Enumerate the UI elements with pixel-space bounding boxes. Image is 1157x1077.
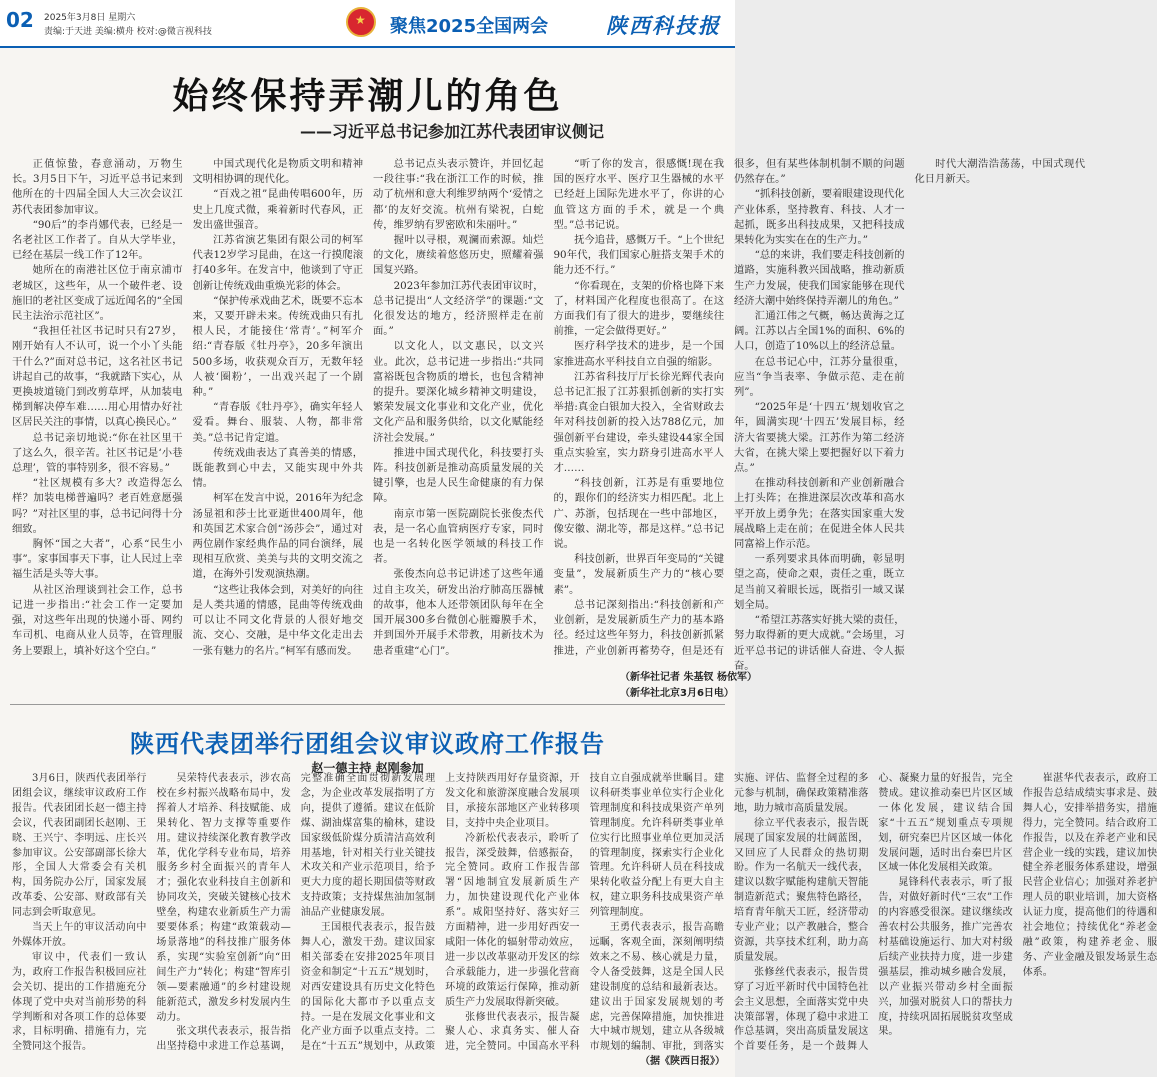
paragraph: “总的来讲，我们要走科技创新的道路，实施科教兴国战略，推动新质生产力发展，使我们国家能够在现代经济大潮中始终保持弄潮儿的角色。” <box>734 249 905 307</box>
paragraph: 审议中，代表们一致认为，政府工作报告积极回应社会关切、提出的工作措施充分体现了党中央对当前形势的科学判断和对各项工作的总体要求，目标明确、措施有力，完全赞同这个报告。 <box>12 951 147 1053</box>
paragraph: 江苏省科技厅厅长徐光辉代表向总书记汇报了江苏狠抓创新的实打实举措:真金白银加大投入，全省财政去年对科技创新的投入达788亿元，加强创新平台建设，牵头建设44家全国重点实验室，实力跻身引进高水平人才…… <box>553 370 724 475</box>
paragraph: 当天上午的审议活动向中外媒体开放。 <box>12 922 147 948</box>
paragraph: 3月6日，陕西代表团举行团组会议，继续审议政府工作报告。代表团团长赵一德主持会议，代表团副团长赵刚、王晓、王兴宁、李明远、庄长兴参加审议。公安部副部长徐大彤，全国人大常委会有关机构，国务院办公厅，国家发展改革委、公安部、财政部有关同志到会听取意见。 <box>12 773 147 919</box>
paragraph: “保护传承戏曲艺术，既要不忘本来，又要开辟未来。传统戏曲只有扎根人民，才能接住‘常青’。”柯军介绍:“青春版《牡丹亭》，20多年演出500多场，收获观众百万，无数年轻人被‘圈粉’，一出戏兴起了一个剧种。” <box>192 294 363 399</box>
page-header <box>0 0 735 48</box>
newspaper-masthead: 陕西科技报 <box>606 13 721 38</box>
paragraph: 柯军在发言中说，2016年为纪念汤显祖和莎士比亚逝世400周年，他和英国艺术家合创“汤莎会”，通过对两位剧作家经典作品的同台演绎，展现相互欣赏、美美与共的文明交流之道，在海外引发观演热潮。 <box>192 492 363 581</box>
paragraph: “听了你的发言，很感慨!现在我国的医疗水平、医疗卫生器械的水平已经赶上国际先进水平了，你讲的心血管这方面的手术，就是一个典型。”总书记说。 <box>553 158 724 231</box>
paragraph: 中国式现代化是物质文明和精神文明相协调的现代化。 <box>192 158 363 186</box>
paragraph: “90后”的李肖娜代表，已经是一名老社区工作者了。自从大学毕业，已经在基层一线工作了12年。 <box>12 218 183 262</box>
paragraph: 张俊杰向总书记讲述了这些年通过自主攻关，研发出治疗肺高压器械的故事，他本人还带领团队每年在全国开展300多台微创心脏瓣膜手术，并到国外开展手术带教，用新技术为患者重建“心门”。 <box>373 568 544 657</box>
paragraph: 江苏省演艺集团有限公司的柯军代表12岁学习昆曲，在这一行摸爬滚打40多年。在发言中，他谈到了守正创新让传统戏曲重焕光彩的体会。 <box>192 234 363 292</box>
paragraph: 在总书记心中，江苏分量很重，应当“争当表率、争做示范、走在前列”。 <box>734 355 905 399</box>
paragraph: “抓科技创新，要着眼建设现代化产业体系，坚持教育、科技、人才一起抓，既多出科技成果，又把科技成果转化为实实在在的生产力。” <box>734 188 905 247</box>
paragraph: 吴荣特代表表示，涉农高校在乡村振兴战略布局中，发挥着人才培养、科技赋能、成果转化、智力支撑等重要作用。建议持续深化教育教学改革，优化学科专业布局，培养服务乡村全面振兴的青年人才；强化农业科技自主创新和协同攻关，突破关键核心技术壁垒，构建农业新质生产力需要要体系；构建“政策载动—场景落地”的科技推广服务体系，实现“实验室创新”向“田间生产力”转化；构建“智库引领—要素融通”的乡村建设规能新范式，激发乡村发展内生动力。 <box>156 773 291 1023</box>
paragraph: 在推动科技创新和产业创新融合上打头阵；在推进深层次改革和高水平开放上勇争先；在落实国家重大发展战略上走在前；在促进全体人民共同富裕上作示范。 <box>734 477 905 551</box>
paragraph: 以文化人，以文惠民，以文兴业。此次，总书记进一步指出:“共同富裕既包含物质的增长，也包含精神的提升。要深化城乡精神文明建设，繁荣发展文化事业和文化产业，优化文化产品和服务供给，以文化赋能经济社会发展。” <box>373 340 544 444</box>
article1-subheadline: ——习近平总书记参加江苏代表团审议侧记 <box>300 122 605 141</box>
national-emblem-icon <box>346 7 376 37</box>
paragraph: 王国根代表表示，报告鼓舞人心，激发干劲。建议国家相关部委在安排2025年项目资金和制定“十五五”规划时，对西安建设具有历史文化特色的国际化大都市予以重点支持。一是在发展文化事业和文化产业方面予以重点支持。二是在“十五五”规划中，从政策上支持陕西用好存量资源，开发文化和旅游深度融合发展项目，承接东部地区产业转移项目，支持中央企业项目。 <box>300 773 580 1053</box>
paragraph: 一系列要求具体而明确，彰显明望之高，使命之艰，责任之重，既立足当前又着眼长远，既指引一域又谋划全局。 <box>734 553 905 611</box>
header-rule <box>0 46 735 48</box>
paragraph: 抚今追昔，感慨万千。“上个世纪90年代，我们国家心脏搭支架手术的能力还不行。” <box>553 234 724 277</box>
paragraph: 2023年参加江苏代表团审议时，总书记提出“人文经济学”的课题:“文化很发达的地方，经济照样走在前面。” <box>373 279 544 338</box>
paragraph: 传统戏曲表达了真善美的情感，既能教到心中去，又能实现中外共情。 <box>192 446 363 490</box>
article2-source: （据《陕西日报》） <box>640 1056 725 1067</box>
paragraph: 握叶以寻根，观澜而索源。灿烂的文化，赓续着悠悠历史，照耀着强国复兴路。 <box>373 234 544 277</box>
paragraph: “社区规模有多大？改造得怎么样？加装电梯普遍吗？老百姓意愿强吗？”对社区里的事，总书记问得十分细致。 <box>12 477 183 535</box>
paragraph: 从社区治理谈到社会工作，总书记进一步指出:“社会工作一定要加强，对这些年出现的快递小哥、网约车司机、电商从业人员等，在管理服务上要跟上，填补好这个空白。” <box>12 583 183 657</box>
paragraph: 晁锋科代表表示，听了报告，对做好新时代“三农”工作的内容感受很深。建议继续改善农村公共服务，推广完善农村基础设施运行、加大对村级后续产业扶持力度，进一步建强基层，推动城乡融合发展，以产业振兴带动乡村全面振兴，加强对脱贫人口的帮扶力度，持续巩固拓展脱贫攻坚成果。 <box>878 877 1013 1038</box>
paragraph: 南京市第一医院副院长张俊杰代表，是一名心血管病医疗专家，同时也是一名转化医学领域的科技工作者。 <box>373 507 544 566</box>
paragraph: 冷新松代表表示，聆听了报告，深受鼓舞，倍感振奋，完全赞同。政府工作报告部署“因地制宜发展新质生产力，加快建设现代化产业体系”。咸阳坚持好、落实好三方面精神，进一步用好西安一咸阳一体化的辐射带动效应，进一步以改革驱动开发区的综合承载能力，进一步强化营商环境的政策运行保障，推动新质生产力发展取得新突破。 <box>445 832 580 1008</box>
article2-body <box>12 772 1157 1070</box>
paragraph: 徐立平代表表示，报告既展现了国家发展的壮阔蓝图，又回应了人民群众的热切期盼。作为一名航天一线代表，建议以数字赋能构建航天智能制造新范式；聚焦特色路径，培育青年航天工匠，经济带动专业产业；以产教融合，整合资源，共享技术红利，助力高质量发展。 <box>733 817 869 963</box>
paragraph: “科技创新，江苏是有重要地位的，跟你们的经济实力相匹配。北上广、苏浙，包括现在一些中部地区，像安徽、湖北等，都是这样。”总书记说。 <box>553 477 724 551</box>
column-title: 聚焦2025全国两会 <box>390 16 549 37</box>
paragraph: 正值惊蛰，春意涌动，万物生长。3月5日下午，习近平总书记来到他所在的十四届全国人大三次会议江苏代表团参加审议。 <box>12 158 183 216</box>
paragraph: 张文琪代表表示，报告指出坚持稳中求进工作总基调，完整准确全面贯彻新发展理念，为企业改革发展指明了方向，提供了遵循。建议在低阶煤、湖油煤富集的榆林，建设国家级低阶煤分质清洁高效利用基地，针对相关行业关键技术攻关和产业示范项目，给予更大力度的超长期国债等财政支持政策；支持煤焦油加氢制油品产业健康发展。 <box>156 773 436 1053</box>
paragraph: 推进中国式现代化，科技要打头阵。科技创新是推动高质量发展的关键引擎，也是人民生命健康的有力保障。 <box>373 446 544 505</box>
paragraph: “希望江苏落实好挑大梁的责任，努力取得新的更大成就。”会场里，习近平总书记的讲话催人奋进、令人振奋。 <box>734 614 905 672</box>
article1-source: （新华社北京3月6日电） <box>620 688 734 699</box>
paragraph: 她所在的南港社区位于南京浦市老城区，这些年，从一个破件老、设施旧的老社区变成了远近闻名的“全国民主法治示范社区”。 <box>12 264 183 323</box>
paragraph: 总书记亲切地说:“你在社区里干了这么久，很辛苦。社区书记是‘小巷总理’，管的事特别多，很不容易。” <box>12 431 183 475</box>
paragraph: 时代大潮浩浩荡荡，中国式现代化日月新天。 <box>914 158 1085 186</box>
paragraph: “这些让我体会到，对美好的向往是人类共通的情感，昆曲等传统戏曲可以让不同文化背景的人很好地交流、交心、交融，是中华文化走出去一张有魅力的名片。”柯军有感而发。 <box>192 583 363 657</box>
paragraph: “你看现在，支架的价格也降下来了，材料国产化程度也很高了。在这方面我们有了很大的进步，要继续往前推，一定会做得更好。” <box>553 279 724 338</box>
paragraph: “2025年是‘十四五’规划收官之年，圆满实现‘十四五’发展目标，经济大省要挑大梁。江苏作为第二经济大省，在挑大梁上要把握好以下着力点。” <box>734 401 905 475</box>
paragraph: 总书记点头表示赞许，并回忆起一段往事:“我在浙江工作的时候，推动了杭州和意大利维罗纳两个‘爱情之都’的友好交流。杭州有梁祝，白蛇传，维罗纳有罗密欧和朱丽叶。” <box>373 158 544 231</box>
paragraph: “我担任社区书记时只有27岁，刚开始有人不认可，说一个小丫头能干什么?”面对总书记，这名社区书记讲起自己的故事，“我就踏下实心，从更换坡道镜门到改剪草坪，从加装电梯到解决停车难……用心用情办好社区居民关注的事情，以真心换民心。” <box>12 325 183 429</box>
paragraph: 崔湛华代表表示，政府工作报告总结成绩实事求是、鼓舞人心，安排举措务实，措施得力，完全赞同。结合政府工作报告，以及在养老产业和民营企业一线的实践，建议加快健全养老服务体系建设，增强民营企业信心；加强对养老护理人员的职业培训，加大资格认证力度，提高他们的待遇和社会地位；持续优化“养老金融”政策，构建养老金、服务、产业金融及银发场景生态体系。 <box>1022 773 1157 978</box>
paragraph: “百戏之祖”昆曲传唱600年，历史上几度式微，乘着新时代春风，正发出盛世强音。 <box>192 188 363 231</box>
paragraph: 张修世代表表示，报告凝聚人心、求真务实、催人奋进，完全赞同。中国高水平科技自立自强成就举世瞩目。建议科研类事业单位实行企业化管理制度和科技成果资产单列管理制度。允许科研类事业单位实行比照事业单位更加灵活的管理制度，探索实行企业化管理。允许科研人员在科技成果转化收益分配上有更大自主权，建立职务科技成果资产单列管理制度。 <box>445 773 724 1053</box>
paragraph: “青春版《牡丹亭》，确实年轻人爱看。舞台、服装、人物，都非常美。”总书记肯定道。 <box>192 401 363 444</box>
paragraph: 王勇代表表示，报告高瞻远瞩，客观全面，深刻阐明绩效来之不易、核心就是力量，令人备受鼓舞，这是全国人民建设制度的总结和最新表达。建议出于国家发展规划的考虑，完善保障措施，加快推进大中城市规划，建立从各级城市规划的编制、审批，到落实实施、评估、监督全过程的多元参与机制，确保政策精准落地，助力城市高质量发展。 <box>589 773 869 1053</box>
article2-headline: 陕西代表团举行团组会议审议政府工作报告 <box>130 730 605 758</box>
paragraph: 医疗科学技术的进步，是一个国家推进高水平科技自立自强的缩影。 <box>553 340 724 368</box>
paragraph: 胸怀“国之大者”，心系“民生小事”。家事国事天下事，让人民过上幸福生活是头等大事。 <box>12 538 183 581</box>
article2-subheadline: 赵一德主持 赵刚参加 <box>311 761 424 775</box>
editors-line: 责编:于天进 美编:横舟 校对:@微言视科技 <box>44 27 212 37</box>
date-line: 2025年3月8日 星期六 <box>44 13 136 23</box>
article1-reporters: （新华社记者 朱基钗 杨依军） <box>620 672 757 683</box>
article-separator <box>10 704 725 705</box>
page-number: 02 <box>6 8 34 32</box>
article1-headline: 始终保持弄潮儿的角色 <box>172 76 563 117</box>
paragraph: 张修丝代表表示，报告贯穿了习近平新时代中国特色社会主义思想，全面落实党中央决策部署，体现了稳中求进工作总基调，突出高质量发展这个首要任务，是一个鼓舞人心、凝聚力量的好报告，完全赞成。建议推动秦巴片区区域一体化发展，建议结合国家“十五五”规划重点专项规划，研究秦巴片区区域一体化发展问题，适时出台秦巴片区区域一体化发展相关政策。 <box>733 773 1013 1053</box>
paragraph: 汇通江伟之气概，畅达黄海之辽阔。江苏以占全国1%的面积、6%的人口，创造了10%以上的经济总量。 <box>734 310 905 353</box>
paragraph: 科技创新，世界百年变局的“关键变量”，发展新质生产力的“核心要素”。 <box>553 553 724 596</box>
article1-body <box>12 157 1085 685</box>
paragraph: 总书记深刻指出:“科技创新和产业创新，是发展新质生产力的基本路径。经过这些年努力，科技创新抓紧推进，产业创新再蓄势夺，但是还有很多，但有某些体制机制不顺的问题仍然存在。” <box>553 158 905 657</box>
